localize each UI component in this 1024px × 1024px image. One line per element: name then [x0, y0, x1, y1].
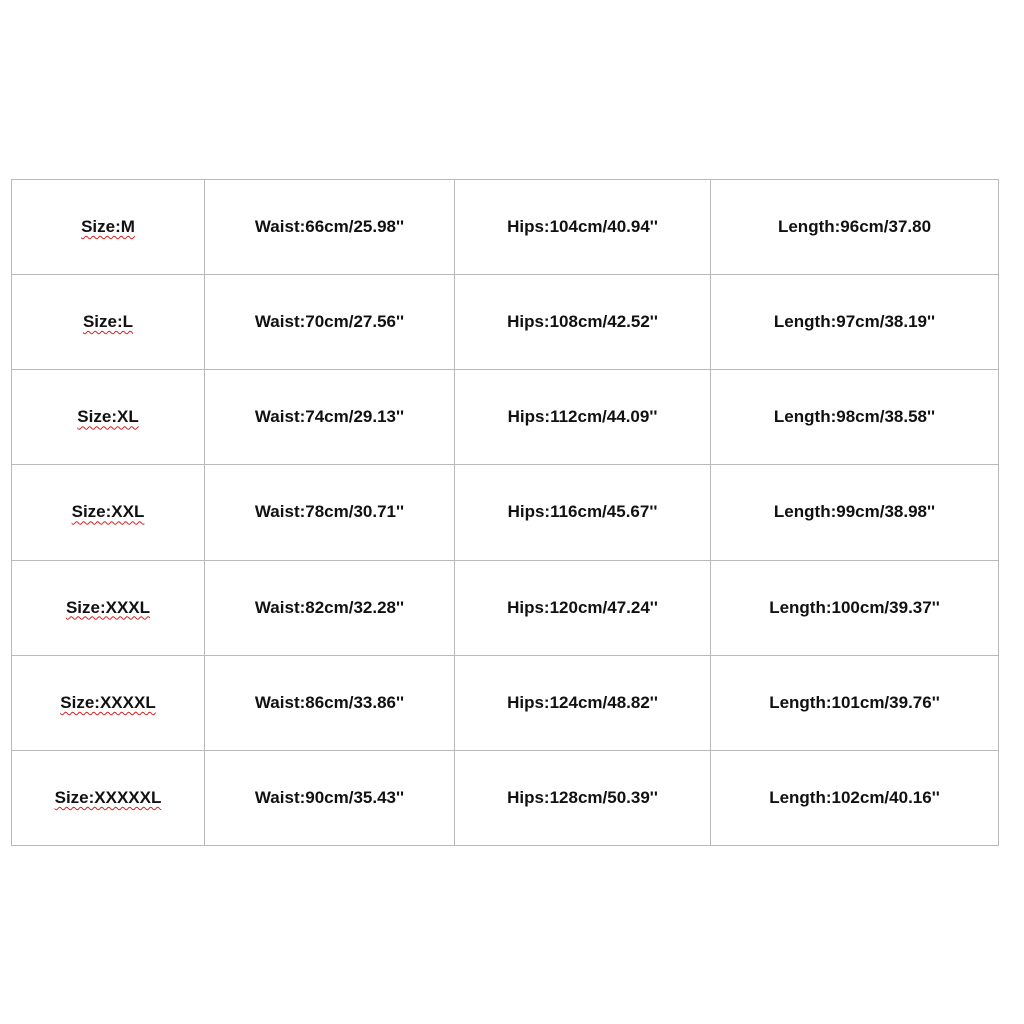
- size-label: Size:XXXL: [65, 597, 151, 617]
- hips-cell: Hips:124cm/48.82'': [455, 655, 711, 750]
- length-cell: Length:97cm/38.19'': [711, 275, 999, 370]
- waist-cell: Waist:74cm/29.13'': [205, 370, 455, 465]
- hips-cell: Hips:112cm/44.09'': [455, 370, 711, 465]
- size-cell: [12, 655, 205, 750]
- waist-cell: Waist:70cm/27.56'': [205, 275, 455, 370]
- hips-cell: Hips:108cm/42.52'': [455, 275, 711, 370]
- table-row: [12, 180, 999, 275]
- waist-cell: Waist:86cm/33.86'': [205, 655, 455, 750]
- size-label: Size:XL: [77, 407, 139, 427]
- length-cell: Length:102cm/40.16'': [711, 750, 999, 845]
- length-cell: Length:100cm/39.37'': [711, 560, 999, 655]
- size-cell: [12, 560, 205, 655]
- hips-cell: Hips:104cm/40.94'': [455, 180, 711, 275]
- table-row: [12, 465, 999, 560]
- waist-cell: Waist:78cm/30.71'': [205, 465, 455, 560]
- waist-cell: Waist:90cm/35.43'': [205, 750, 455, 845]
- size-label: Size:M: [81, 217, 135, 237]
- size-cell: [12, 275, 205, 370]
- length-cell: Length:98cm/38.58'': [711, 370, 999, 465]
- table-row: [12, 560, 999, 655]
- waist-cell: Waist:82cm/32.28'': [205, 560, 455, 655]
- waist-cell: Waist:66cm/25.98'': [205, 180, 455, 275]
- size-label: Size:L: [82, 312, 134, 332]
- size-chart-table: [11, 179, 999, 846]
- hips-cell: Hips:128cm/50.39'': [455, 750, 711, 845]
- table-row: [12, 655, 999, 750]
- hips-cell: Hips:120cm/47.24'': [455, 560, 711, 655]
- length-cell: Length:99cm/38.98'': [711, 465, 999, 560]
- hips-cell: Hips:116cm/45.67'': [455, 465, 711, 560]
- table-row: [12, 275, 999, 370]
- size-cell: [12, 750, 205, 845]
- length-cell: Length:96cm/37.80: [711, 180, 999, 275]
- size-cell: [12, 180, 205, 275]
- size-label: Size:XXXXL: [60, 692, 156, 712]
- table-row: [12, 370, 999, 465]
- size-cell: [12, 465, 205, 560]
- table-row: [12, 750, 999, 845]
- length-cell: Length:101cm/39.76'': [711, 655, 999, 750]
- size-cell: [12, 370, 205, 465]
- size-label: Size:XXXXXL: [54, 787, 162, 807]
- size-label: Size:XXL: [71, 502, 145, 522]
